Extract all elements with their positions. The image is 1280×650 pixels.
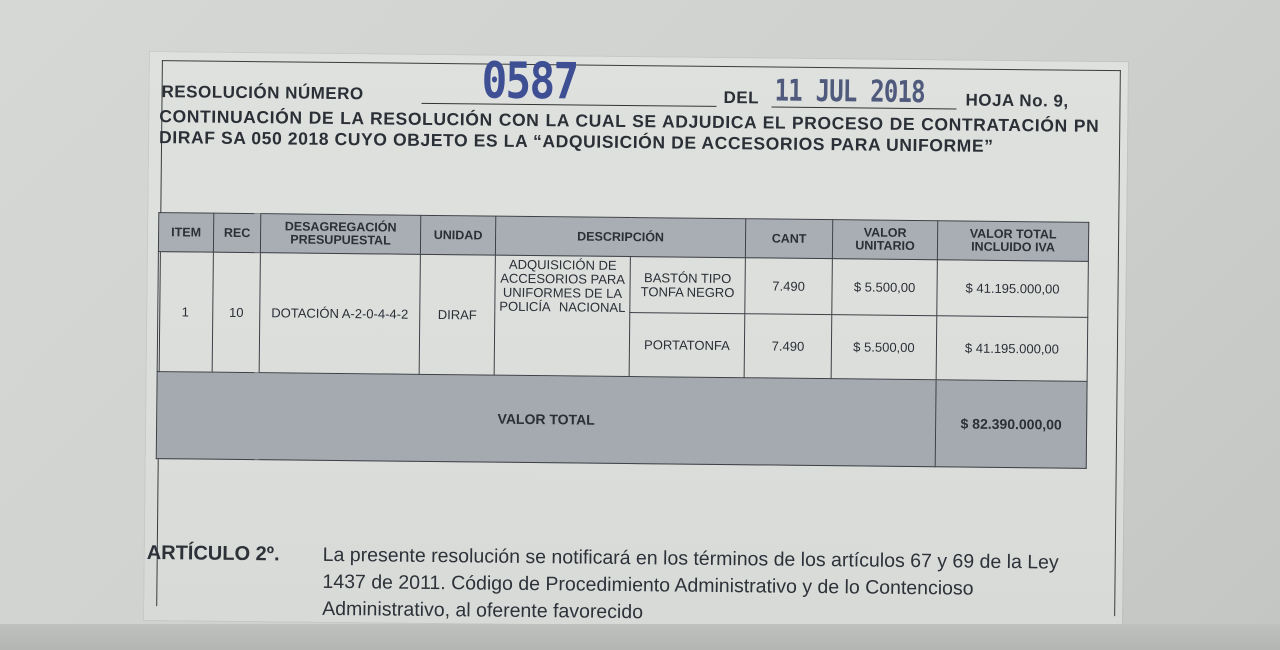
resolution-header xyxy=(159,51,1100,158)
cell-valor-unitario: $ 5.500,00 xyxy=(831,315,937,380)
cell-cant: 7.490 xyxy=(745,258,833,315)
total-row xyxy=(156,372,1087,469)
article-body: La presente resolución se notificará en los términos de los artículos 67 y 69 de la Ley 1437 de 2011. Código de Procedimiento Administrativo y de lo Contencioso Administrativo, al oferente favorecido xyxy=(322,543,1059,624)
header-unidad: UNIDAD xyxy=(420,215,495,255)
del-label: DEL xyxy=(723,88,760,108)
paper-bottom-edge xyxy=(0,624,1280,650)
cell-valor-unitario: $ 5.500,00 xyxy=(832,259,938,316)
total-label: VALOR TOTAL xyxy=(156,372,936,467)
sheet-label: HOJA No. 9, xyxy=(965,90,1069,111)
resolution-label: RESOLUCIÓN NÚMERO xyxy=(161,82,364,104)
header-rec: REC xyxy=(213,213,260,252)
header-desagregacion: DESAGREGACIÓN PRESUPUESTAL xyxy=(260,214,420,255)
cell-cant: 7.490 xyxy=(744,314,832,379)
budget-table xyxy=(156,212,1090,469)
cell-rec: 10 xyxy=(212,252,260,372)
date-stamp: 11 JUL 2018 xyxy=(774,73,925,111)
cell-descripcion-general: ADQUISICIÓN DE ACCESORIOS PARA UNIFORMES DE LA POLICÍA NACIONAL xyxy=(494,255,630,376)
cell-valor-total: $ 41.195.000,00 xyxy=(937,260,1089,318)
header-valor-total: VALOR TOTAL INCLUIDO IVA xyxy=(937,221,1088,262)
header-valor-unitario: VALOR UNITARIO xyxy=(832,220,937,260)
cell-product: BASTÓN TIPO TONFA NEGRO xyxy=(630,257,746,314)
total-value: $ 82.390.000,00 xyxy=(935,380,1087,469)
cell-unidad: DIRAF xyxy=(419,254,495,375)
table-row xyxy=(158,252,1089,318)
article-title: ARTÍCULO 2º. xyxy=(146,541,280,566)
document-sheet xyxy=(144,52,1128,630)
cell-valor-total: $ 41.195.000,00 xyxy=(936,316,1088,382)
cell-item: 1 xyxy=(157,252,213,373)
cell-desagregacion: DOTACIÓN A-2-0-4-4-2 xyxy=(259,253,420,375)
header-descripcion: DESCRIPCIÓN xyxy=(495,216,745,258)
cell-product: PORTATONFA xyxy=(629,313,745,378)
header-cant: CANT xyxy=(745,219,832,259)
header-item: ITEM xyxy=(158,213,213,253)
resolution-paragraph: CONTINUACIÓN DE LA RESOLUCIÓN CON LA CUAL SE ADJUDICA EL PROCESO DE CONTRATACIÓN PN DIRAF SA 050 2018 CUYO OBJETO ES LA “ADQUISICIÓN DE ACCESORIOS PARA UNIFORME” xyxy=(159,106,1100,156)
resolution-number-stamp: 0587 xyxy=(481,51,578,111)
